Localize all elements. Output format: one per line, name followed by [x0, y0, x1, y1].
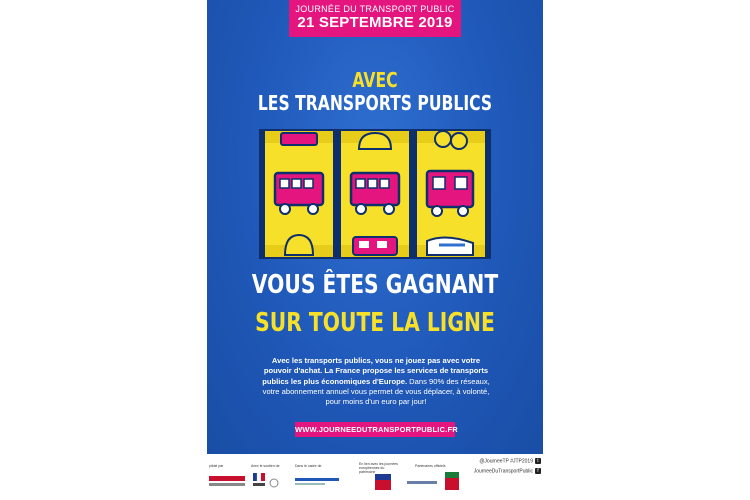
body-bold-text: Avec les transports publics, vous ne jouez pas avec votre pouvoir d'achat. La France propose les services de transports publics les plus économiques d'Europe.	[262, 356, 489, 386]
facebook-icon[interactable]: f	[535, 468, 541, 474]
tram-icon	[353, 237, 397, 255]
semaine-mobilite-logo	[295, 478, 339, 488]
event-label: JOURNÉE DU TRANSPORT PUBLIC	[295, 4, 455, 14]
footer-label-cadre: Dans le cadre de	[295, 464, 322, 468]
website-link[interactable]: WWW.JOURNEEDUTRANSPORTPUBLIC.FR	[295, 422, 455, 437]
headline-ligne: SUR TOUTE LA LIGNE	[255, 308, 495, 338]
partners-footer	[207, 454, 543, 500]
footer-label-pilote: piloté par	[209, 464, 224, 468]
ministry-logo	[253, 473, 265, 489]
partner-logo-1	[407, 479, 437, 487]
partner-logo-2	[445, 472, 459, 490]
bell-icon	[359, 133, 391, 149]
facebook-row[interactable]	[474, 468, 541, 474]
date-banner	[289, 0, 461, 37]
patrimoine-logo	[375, 474, 391, 490]
twitter-row[interactable]	[479, 458, 541, 464]
body-paragraph	[257, 356, 495, 407]
bell-icon-bottom	[285, 235, 313, 255]
twitter-icon[interactable]: t	[535, 458, 541, 464]
facebook-handle[interactable]: JourneeDuTransportPublic	[473, 468, 533, 475]
twitter-handle[interactable]: @JourneeTP #JTP2019	[479, 458, 533, 465]
footer-label-partenaires: Partenaires officiels	[415, 464, 446, 468]
headline-transports: LES TRANSPORTS PUBLICS	[257, 91, 493, 115]
body-normal-text: Dans 90% des réseaux, votre abonnement annuel vous permet de vous déplacer, à volonté, pour moins d'un euro par jour!	[262, 376, 490, 407]
event-date: 21 SEPTEMBRE 2019	[297, 14, 453, 31]
utp-logo	[209, 476, 245, 488]
train-icon-top	[281, 133, 317, 145]
headline-avec: AVEC	[352, 68, 398, 92]
slot-machine-illustration	[259, 129, 491, 259]
poster	[207, 0, 543, 500]
high-speed-train-icon	[427, 237, 473, 255]
footer-label-soutien: Avec le soutien de	[251, 464, 280, 468]
footer-label-patrimoine: En lien avec les journées européennes du patrimoine	[359, 462, 398, 474]
round-logo	[269, 478, 279, 488]
poster-blue-area	[207, 0, 543, 454]
headline-gagnant: VOUS ÊTES GAGNANT	[251, 270, 499, 300]
